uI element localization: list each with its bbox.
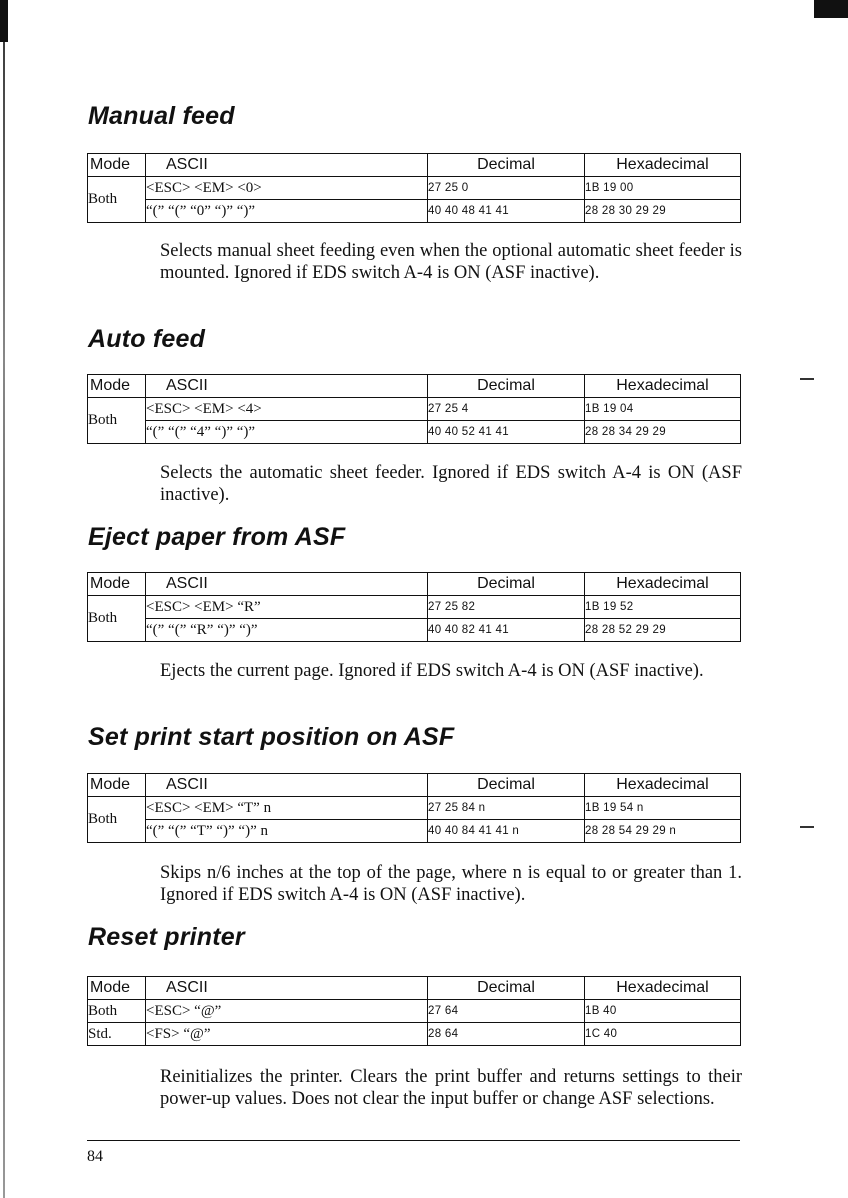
command-table [87, 773, 741, 843]
section-description: Selects manual sheet feeding even when the optional automatic sheet feeder is mounted. Ignored if EDS switch A-4 is ON (ASF inactive). [160, 241, 742, 283]
table-row [88, 421, 741, 444]
table-row [88, 1023, 741, 1046]
hex-cell: 28 28 30 29 29 [585, 200, 741, 223]
hex-cell: 28 28 54 29 29 n [585, 820, 741, 843]
mode-cell: Both [88, 177, 146, 223]
table-header-row [88, 977, 741, 1000]
table-row [88, 596, 741, 619]
table-row [88, 1000, 741, 1023]
decimal-cell: 27 25 84 n [428, 797, 585, 820]
header-ascii: ASCII [146, 154, 428, 177]
header-mode: Mode [88, 154, 146, 177]
table-header-row [88, 774, 741, 797]
ascii-cell: “(” “(” “0” “)” “)” [146, 200, 428, 223]
footer-rule [87, 1140, 740, 1141]
scan-edge-shadow [3, 0, 5, 1198]
hex-cell: 1B 40 [585, 1000, 741, 1023]
command-table [87, 374, 741, 444]
header-mode: Mode [88, 774, 146, 797]
mode-cell: Both [88, 596, 146, 642]
header-hex: Hexadecimal [585, 977, 741, 1000]
corner-tab-mark [814, 0, 848, 18]
ascii-cell: <ESC> <EM> <0> [146, 177, 428, 200]
command-table [87, 976, 741, 1046]
scan-binding-mark [0, 0, 8, 42]
section-title: Auto feed [88, 325, 206, 353]
table-row [88, 200, 741, 223]
header-ascii: ASCII [146, 573, 428, 596]
ascii-cell: <ESC> “@” [146, 1000, 428, 1023]
table-header-row [88, 154, 741, 177]
section-description: Reinitializes the printer. Clears the print buffer and returns settings to their power-up values. Does not clear the input buffer or change ASF selections. [160, 1067, 742, 1109]
section-title: Reset printer [88, 923, 245, 951]
ascii-cell: <FS> “@” [146, 1023, 428, 1046]
ascii-cell: <ESC> <EM> <4> [146, 398, 428, 421]
mode-cell: Both [88, 1000, 146, 1023]
header-decimal: Decimal [428, 573, 585, 596]
header-mode: Mode [88, 977, 146, 1000]
hex-cell: 1B 19 04 [585, 398, 741, 421]
page-number: 84 [87, 1148, 103, 1165]
ascii-cell: “(” “(” “R” “)” “)” [146, 619, 428, 642]
mode-cell: Std. [88, 1023, 146, 1046]
section-title: Manual feed [88, 102, 235, 130]
decimal-cell: 40 40 82 41 41 [428, 619, 585, 642]
section-description: Skips n/6 inches at the top of the page, where n is equal to or greater than 1. Ignored if EDS switch A-4 is ON (ASF inactive). [160, 863, 742, 905]
decimal-cell: 40 40 84 41 41 n [428, 820, 585, 843]
header-ascii: ASCII [146, 375, 428, 398]
decimal-cell: 27 64 [428, 1000, 585, 1023]
ascii-cell: <ESC> <EM> “T” n [146, 797, 428, 820]
table-row [88, 619, 741, 642]
section-description: Selects the automatic sheet feeder. Ignored if EDS switch A-4 is ON (ASF inactive). [160, 463, 742, 505]
header-hex: Hexadecimal [585, 154, 741, 177]
table-row [88, 177, 741, 200]
hex-cell: 28 28 34 29 29 [585, 421, 741, 444]
table-row [88, 398, 741, 421]
hex-cell: 28 28 52 29 29 [585, 619, 741, 642]
decimal-cell: 27 25 4 [428, 398, 585, 421]
header-hex: Hexadecimal [585, 774, 741, 797]
table-row [88, 797, 741, 820]
section-title: Eject paper from ASF [88, 523, 346, 551]
header-mode: Mode [88, 573, 146, 596]
margin-mark [800, 378, 814, 380]
header-mode: Mode [88, 375, 146, 398]
hex-cell: 1B 19 00 [585, 177, 741, 200]
decimal-cell: 40 40 52 41 41 [428, 421, 585, 444]
header-hex: Hexadecimal [585, 375, 741, 398]
decimal-cell: 27 25 82 [428, 596, 585, 619]
header-decimal: Decimal [428, 154, 585, 177]
hex-cell: 1B 19 54 n [585, 797, 741, 820]
section-description: Ejects the current page. Ignored if EDS switch A-4 is ON (ASF inactive). [160, 661, 704, 681]
hex-cell: 1B 19 52 [585, 596, 741, 619]
mode-cell: Both [88, 797, 146, 843]
mode-cell: Both [88, 398, 146, 444]
command-table [87, 572, 741, 642]
header-ascii: ASCII [146, 774, 428, 797]
command-table [87, 153, 741, 223]
section-title: Set print start position on ASF [88, 723, 455, 751]
decimal-cell: 40 40 48 41 41 [428, 200, 585, 223]
ascii-cell: <ESC> <EM> “R” [146, 596, 428, 619]
decimal-cell: 27 25 0 [428, 177, 585, 200]
header-hex: Hexadecimal [585, 573, 741, 596]
table-row [88, 820, 741, 843]
header-decimal: Decimal [428, 977, 585, 1000]
decimal-cell: 28 64 [428, 1023, 585, 1046]
margin-mark [800, 826, 814, 828]
table-header-row [88, 375, 741, 398]
ascii-cell: “(” “(” “T” “)” “)” n [146, 820, 428, 843]
ascii-cell: “(” “(” “4” “)” “)” [146, 421, 428, 444]
hex-cell: 1C 40 [585, 1023, 741, 1046]
header-decimal: Decimal [428, 375, 585, 398]
table-header-row [88, 573, 741, 596]
header-ascii: ASCII [146, 977, 428, 1000]
header-decimal: Decimal [428, 774, 585, 797]
